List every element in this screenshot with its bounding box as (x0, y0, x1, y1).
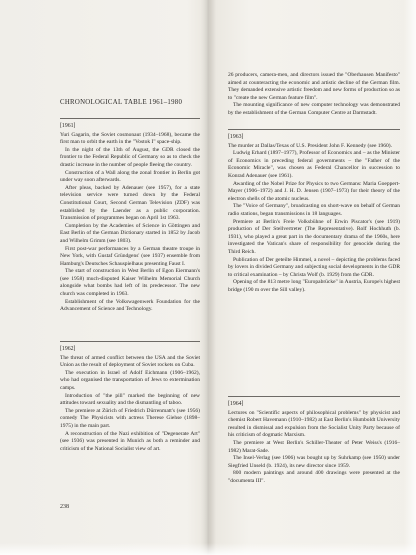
section-1962 (60, 338, 200, 453)
book-binding-shadow (200, 0, 216, 555)
paragraph: Publication of Der geteilte Himmel, a novel – depicting the problems faced by lovers in divided Germany and subjecting social developments in the GDR to critical examination – by Christa Wolf (b. 1929) from the GDR. (228, 256, 400, 278)
paragraph: The premiere at West Berlin's Schiller-Theater of Peter Weiss's (1916–1982) Marat-Sade. (228, 439, 400, 454)
paragraph: Ludwig Erhard (1897–1977), Professor of Economics and – as the Minister of Economics in preceding federal governments – the "Father of the Economic Miracle", was chosen as Federal Chancellor in succession to Konrad Adenauer (see 1961). (228, 150, 400, 179)
page-title: CHRONOLOGICAL TABLE 1961–1980 (60, 99, 183, 106)
paragraph: After pleas, backed by Adenauer (see 1957), for a state television service were turned down by the Federal Constitutional Court, Second German Television (ZDF) was established by the Laender as a public corporation. Transmission of programmes began on April 1st 1963. (60, 184, 200, 222)
paragraph: Premiere at Berlin's Freie Volksbühne of Erwin Piscator's (see 1919) production of Der Stellvertreter (The Representative). Rolf Hochhuth (b. 1931), who played a great part in the documentary drama of the 1960s, here investigated the Vatican's share of responsibility for genocide during the Third Reich. (228, 218, 400, 255)
paragraph: The start of construction in West Berlin of Egon Eiermann's (see 1958) much-disputed Kaiser Wilhelm Memorial Church alongside what bombs had left of its predecessor. The new church was completed in 1963. (60, 268, 200, 298)
paragraph: Construction of a Wall along the zonal frontier in Berlin got under way soon afterwards. (60, 169, 200, 184)
paragraph: 800 modern paintings and around 400 drawings were presented at the "documenta III". (228, 470, 400, 484)
section-divider (228, 396, 400, 397)
paragraph: Awarding of the Nobel Prize for Physics to two Germans: Maria Goeppert-Mayer (1906–1972) and J. H. D. Jensen (1907–1973) for their theory of the electron shells of the atomic nucleus. (228, 180, 400, 202)
page-edge-shade (404, 0, 416, 555)
paragraph: Completion by the Academies of Science in Göttingen and East Berlin of the German Dictionary started in 1852 by Jacob and Wilhelm Grimm (see 1803). (60, 222, 200, 244)
section-1962-continued (228, 72, 400, 118)
section-divider (60, 341, 200, 342)
paragraph: Yuri Gagarin, the Soviet cosmonaut (1934–1968), became the first man to orbit the earth in the "Vostok I" space-ship. (60, 131, 200, 146)
section-divider (228, 129, 400, 130)
section-divider (60, 118, 200, 119)
year-label-1961: [1961] (60, 123, 76, 129)
paragraph: The threat of armed conflict between the USA and the Soviet Union as the result of deployment of Soviet rockets on Cuba. (60, 354, 200, 369)
section-1964 (228, 393, 400, 486)
year-label-1964: [1964] (228, 401, 244, 407)
paragraph: The execution in Israel of Adolf Eichmann (1906–1962), who had organised the transportation of Jews to extermination camps. (60, 369, 200, 391)
page-number: 238 (60, 504, 69, 510)
paragraph: In the night of the 13th of August, the GDR closed the frontier to the Federal Republic of Germany so as to check the drastic increase in the number of people fleeing the country. (60, 146, 200, 168)
paragraph: The mounting significance of new computer technology was demonstrated by the establishment of the German Computer Centre at Darmstadt. (228, 102, 400, 116)
paragraph: First post-war performances by a German theatre troupe in New York, with Gustaf Gründgens' (see 1937) ensemble from Hamburg's Deutsches Schauspielhaus presenting Faust I. (60, 245, 200, 267)
paragraph: Opening of the 813 metre long "Europabrücke" in Austria, Europe's highest bridge (190 m over the Sill valley). (228, 279, 400, 293)
paragraph: The murder at Dallas/Texas of U.S. President John F. Kennedy (see 1960). (228, 142, 392, 149)
paragraph: Establishment of the Volkswagenwerk Foundation for the Advancement of Science and Technology. (60, 298, 200, 313)
paragraph: Lectures on "Scientific aspects of philosophical problems" by physicist and chemist Robert Havemann (1910–1982) at East Berlin's Humboldt University resulted in dismissal and expulsion from the Socialist Unity Party because of his criticism of dogmatic Marxism. (228, 409, 400, 439)
year-label-1963: [1963] (228, 134, 244, 140)
paragraph: The Insel-Verlag (see 1906) was bought up by Suhrkamp (see 1950) under Siegfried Unseld (b. 1924), its new director since 1959. (228, 455, 400, 469)
section-1961 (60, 115, 200, 314)
paragraph: The "Voice of Germany", broadcasting on short-wave on behalf of German radio stations, began transmissions in 18 languages. (228, 203, 400, 217)
paragraph: The premiere at Zürich of Friedrich Dürrenmatt's (see 1956) comedy The Physicists with actress Therese Giehse (1898–1975) in the main part. (60, 407, 200, 429)
paragraph: Introduction of "the pill" marked the beginning of new attitudes toward sexuality and the dismantling of taboo. (60, 392, 200, 407)
paragraph: 26 producers, camera-men, and directors issued the "Oberhausen Manifesto" aimed at counteracting the economic and artistic decline of the German film. They demanded extensive artistic freedom and new forms of production so as to "create the new German feature film". (228, 72, 400, 101)
section-1963 (228, 126, 400, 294)
year-label-1962: [1962] (60, 346, 76, 352)
page-bottom-shade (0, 543, 416, 555)
paragraph: A reconstruction of the Nazi exhibition of "Degenerate Art" (see 1936) was presented in Munich as both a reminder and criticism of the National Socialist view of art. (60, 430, 200, 452)
